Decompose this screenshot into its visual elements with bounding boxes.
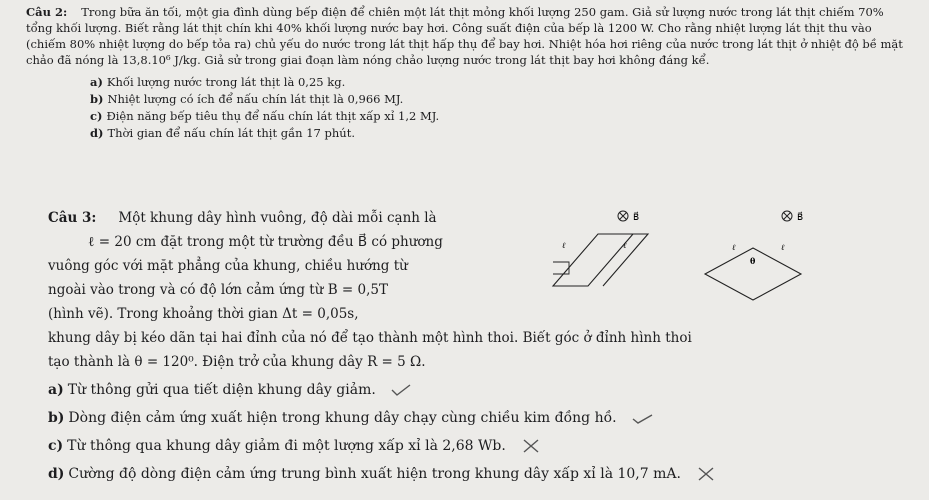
question-3-options bbox=[48, 376, 868, 488]
q3-option-d: d) Cường độ dòng điện cảm ứng trung bình xuất hiện trong khung dây xấp xỉ là 10,7 mA. bbox=[48, 460, 868, 488]
check-mark-icon bbox=[390, 383, 412, 397]
cross-mark-icon bbox=[695, 467, 717, 481]
q2-option-b: b) Nhiệt lượng có ích để nấu chín lát thịt là 0,966 MJ. bbox=[90, 92, 404, 106]
field-into-page-icon bbox=[618, 211, 628, 221]
question-2-stem bbox=[26, 4, 906, 68]
question-2-label: Câu 2: bbox=[26, 5, 68, 19]
question-3-line-3: vuông góc với mặt phẳng của khung, chiều hướng từ bbox=[48, 258, 408, 274]
field-into-page-icon bbox=[782, 211, 792, 221]
q3-option-c: c) Từ thông qua khung dây giảm đi một lượng xấp xỉ là 2,68 Wb. bbox=[48, 432, 868, 460]
side-label-left-1: ℓ bbox=[562, 241, 566, 250]
square-frame-figure bbox=[553, 211, 648, 286]
question-3-label: Câu 3: bbox=[48, 210, 97, 226]
question-3-line-1: Câu 3: Một khung dây hình vuông, độ dài mỗi cạnh là bbox=[48, 210, 437, 226]
side-label-right-1: ℓ bbox=[732, 243, 736, 252]
field-label-right: B⃗ bbox=[797, 213, 804, 223]
question-3-line-5: (hình vẽ). Trong khoảng thời gian Δt = 0,05s, bbox=[48, 306, 359, 322]
q2-option-c: c) Điện năng bếp tiêu thụ để nấu chín lát thịt xấp xỉ 1,2 MJ. bbox=[90, 109, 440, 123]
question-2 bbox=[26, 4, 906, 142]
side-label-right-2: ℓ bbox=[781, 243, 785, 252]
question-3-line-6: khung dây bị kéo dãn tại hai đỉnh của nó để tạo thành một hình thoi. Biết góc ở đỉnh hình thoi bbox=[48, 330, 692, 346]
rhombus-frame-figure bbox=[705, 211, 803, 300]
question-3-line-7: tạo thành là θ = 120⁰. Điện trở của khung dây R = 5 Ω. bbox=[48, 354, 426, 370]
check-mark-icon bbox=[631, 411, 653, 425]
q3-option-b: b) Dòng điện cảm ứng xuất hiện trong khung dây chạy cùng chiều kim đồng hồ. bbox=[48, 404, 868, 432]
cross-mark-icon bbox=[520, 439, 542, 453]
q2-option-d: d) Thời gian để nấu chín lát thịt gần 17 phút. bbox=[90, 126, 355, 140]
question-2-options bbox=[90, 74, 906, 141]
question-3-line-2: ℓ = 20 cm đặt trong một từ trường đều B⃗ có phương bbox=[88, 234, 443, 250]
q3-option-a: a) Từ thông gửi qua tiết diện khung dây giảm. bbox=[48, 376, 868, 404]
question-3-line-4: ngoài vào trong và có độ lớn cảm ứng từ B = 0,5T bbox=[48, 282, 389, 298]
field-label-left: B⃗ bbox=[633, 213, 640, 223]
side-label-left-2: ℓ bbox=[623, 241, 627, 250]
angle-label: θ bbox=[750, 256, 756, 266]
q2-option-a: a) Khối lượng nước trong lát thịt là 0,25 kg. bbox=[90, 75, 346, 89]
question-3-figure bbox=[545, 206, 845, 322]
question-2-text: Trong bữa ăn tối, một gia đình dùng bếp điện để chiên một lát thịt mỏng khối lượng 250 gam. Giả sử lượng nước trong lát thịt chiếm 70% tổng khối lượng. Biết rằng lát thịt chín khi 40% khối lượng nước bay hơi. Công suất điện của bếp là 1200 W. Cho rằng nhiệt lượng lát thịt thu vào (chiếm 80% nhiệt lượng do bếp tỏa ra) chủ yếu do nước trong lát thịt hấp thụ để bay hơi. Nhiệt hóa hơi riêng của nước trong lát thịt ở nhiệt độ bề mặt chảo đã nóng là 13,8.10⁶ J/kg. Giả sử trong giai đoạn làm nóng chảo lượng nước trong lát thịt bay hơi không đáng kể. bbox=[26, 5, 903, 67]
